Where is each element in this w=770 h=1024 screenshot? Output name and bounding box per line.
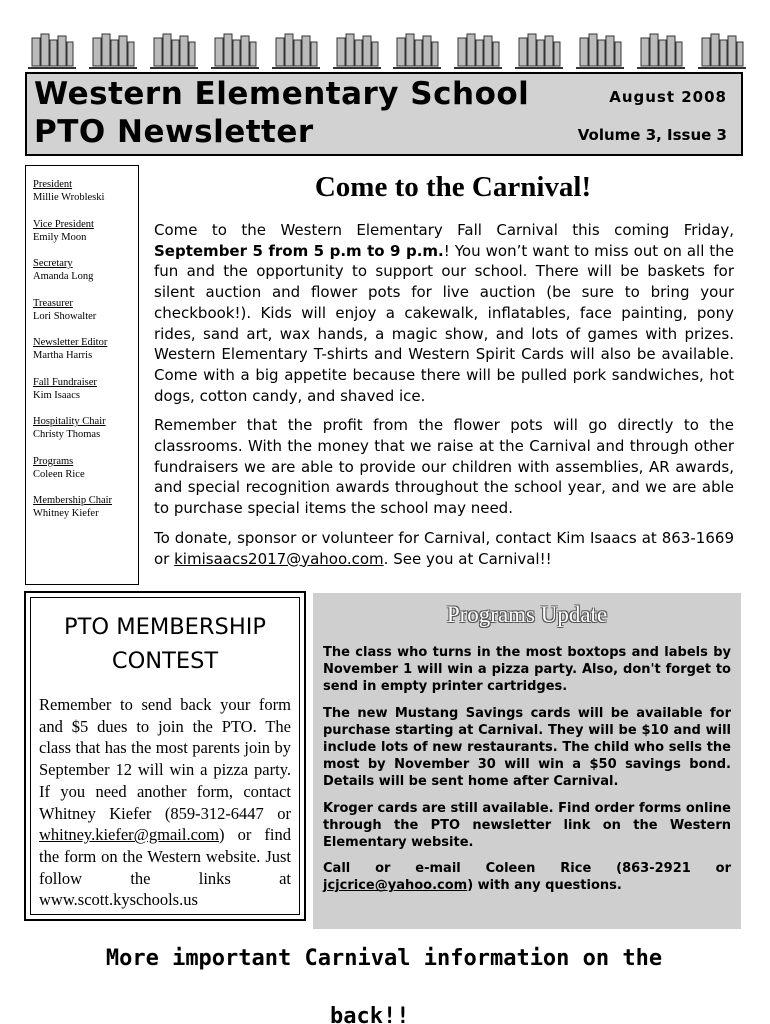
- school-name: Western Elementary School: [34, 76, 530, 112]
- article-title: Come to the Carnival!: [314, 171, 592, 203]
- membership-body: [31, 686, 299, 911]
- books-icon: [637, 28, 685, 72]
- officer-name: Coleen Rice: [33, 468, 85, 480]
- article-text: Come to the Western Elementary Fall Carnival this coming Friday,: [154, 221, 734, 239]
- programs-text: ) with any questions.: [467, 878, 622, 894]
- books-icon: [150, 28, 198, 72]
- article-text: . See you at Carnival!!: [383, 549, 552, 568]
- issue-volume: Volume 3, Issue 3: [577, 126, 727, 144]
- article-text: ! You won’t want to miss out on all the fun and the opportunity to support our school. There will be baskets for silent auction and flower pots for live auction (be sure to bring your checkbook!). Kids will enjoy a cakewalk, inflatables, face painting, pony rides, sand art, wax hands, a magic show, and lots of games with prizes. Western Elementary T-shirts and Western Spirit Cards will also be available. Come with a big appetite because there will be pulled pork sandwiches, hot dogs, cotton candy, and shaved ice.: [154, 241, 735, 405]
- books-icon: [28, 28, 76, 72]
- membership-title: PTO MEMBERSHIP CONTEST: [64, 614, 266, 674]
- officer-role: Membership Chair: [33, 495, 113, 506]
- officer-name: Christy Thomas: [33, 429, 101, 440]
- officer-name: Kim Isaacs: [33, 389, 80, 401]
- officer-entry: [33, 494, 138, 520]
- officer-role: Secretary: [33, 258, 73, 269]
- officer-name: Emily Moon: [33, 231, 87, 243]
- officer-role: Hospitality Chair: [33, 416, 106, 427]
- officer-name: Martha Harris: [33, 350, 93, 361]
- books-icon: [454, 28, 502, 72]
- article-paragraph: Remember that the profit from the flower pots will go directly to the classrooms. With the money that we raise at the Carnival and through other fundraisers we are able to provide our children with assemblies, AR awards, and special recognition awards throughout the school year, and we are able to purchase special items the school may need.: [154, 416, 734, 518]
- programs-paragraph: Kroger cards are still available. Find order forms online through the PTO newsletter link on the Western Elementary website.: [323, 800, 731, 851]
- officer-name: Millie Wrobleski: [33, 192, 105, 203]
- officer-role: Newsletter Editor: [33, 337, 108, 348]
- programs-paragraph: [313, 860, 741, 894]
- programs-paragraph: The class who turns in the most boxtops and labels by November 1 will win a pizza party. Also, don't forget to send in empty printer cartridges.: [323, 645, 731, 695]
- officer-role: Treasurer: [33, 297, 73, 309]
- officer-entry: [33, 178, 138, 204]
- officer-entry: [33, 336, 138, 362]
- issue-date: August 2008: [609, 88, 727, 106]
- event-time: September 5 from 5 p.m to 9 p.m.: [154, 241, 444, 260]
- officer-role: President: [33, 179, 73, 190]
- books-icon: [89, 28, 137, 72]
- newsletter-masthead: [25, 72, 743, 156]
- books-icon: [515, 28, 563, 72]
- article-paragraph: [154, 220, 734, 406]
- programs-text: Call or e-mail Coleen Rice (863-2921 or: [323, 861, 731, 877]
- programs-title: Programs Update: [446, 602, 608, 627]
- footer-banner: More important Carnival information on the: [105, 946, 663, 971]
- officer-role: Programs: [33, 455, 74, 467]
- officer-entry: [33, 455, 138, 481]
- officer-entry: [33, 415, 138, 441]
- email-link[interactable]: kimisaacs2017@yahoo.com: [174, 549, 384, 568]
- books-icon: [576, 28, 624, 72]
- books-icon: [698, 28, 746, 72]
- newsletter-name: PTO Newsletter: [34, 114, 314, 150]
- book-border-strip: [28, 28, 746, 72]
- officer-name: Whitney Kiefer: [33, 508, 99, 519]
- books-icon: [333, 28, 381, 72]
- officer-entry: [33, 376, 138, 402]
- article-paragraph: [154, 528, 734, 569]
- officer-role: Fall Fundraiser: [33, 376, 97, 388]
- membership-text: ) or find the form on the Western website. Just follow the links at www.scott.kyschools.us: [39, 825, 291, 910]
- email-link[interactable]: jcjcrice@yahoo.com: [323, 878, 468, 894]
- membership-contest-box: [24, 591, 306, 921]
- officer-entry: [33, 218, 138, 244]
- officer-entry: [33, 257, 138, 283]
- programs-update-box: [313, 593, 741, 929]
- programs-paragraph: The new Mustang Savings cards will be available for purchase starting at Carnival. They will be $10 and will include lots of new restaurants. The child who sells the most by November 30 will win a $50 savings bond. Details will be sent home after Carnival.: [323, 705, 731, 790]
- books-icon: [393, 28, 441, 72]
- membership-inner-frame: [30, 597, 300, 915]
- officer-name: Lori Showalter: [33, 310, 97, 322]
- officer-name: Amanda Long: [33, 271, 94, 282]
- email-link[interactable]: whitney.kiefer@gmail.com: [39, 825, 219, 845]
- article-text: To donate, sponsor or volunteer for Carnival, contact Kim Isaacs at 863-1669 or: [154, 528, 734, 568]
- books-icon: [211, 28, 259, 72]
- officer-entry: [33, 297, 138, 323]
- books-icon: [272, 28, 320, 72]
- footer-banner-cut-line: back!!: [330, 1004, 410, 1024]
- officers-sidebar: [25, 165, 139, 585]
- membership-text: Remember to send back your form and $5 dues to join the PTO. The class that has the most parents join by September 12 will win a pizza party. If you need another form, contact Whitney Kiefer (859-312-6447 or: [39, 695, 291, 823]
- carnival-article: [154, 170, 734, 578]
- officer-role: Vice President: [33, 218, 94, 230]
